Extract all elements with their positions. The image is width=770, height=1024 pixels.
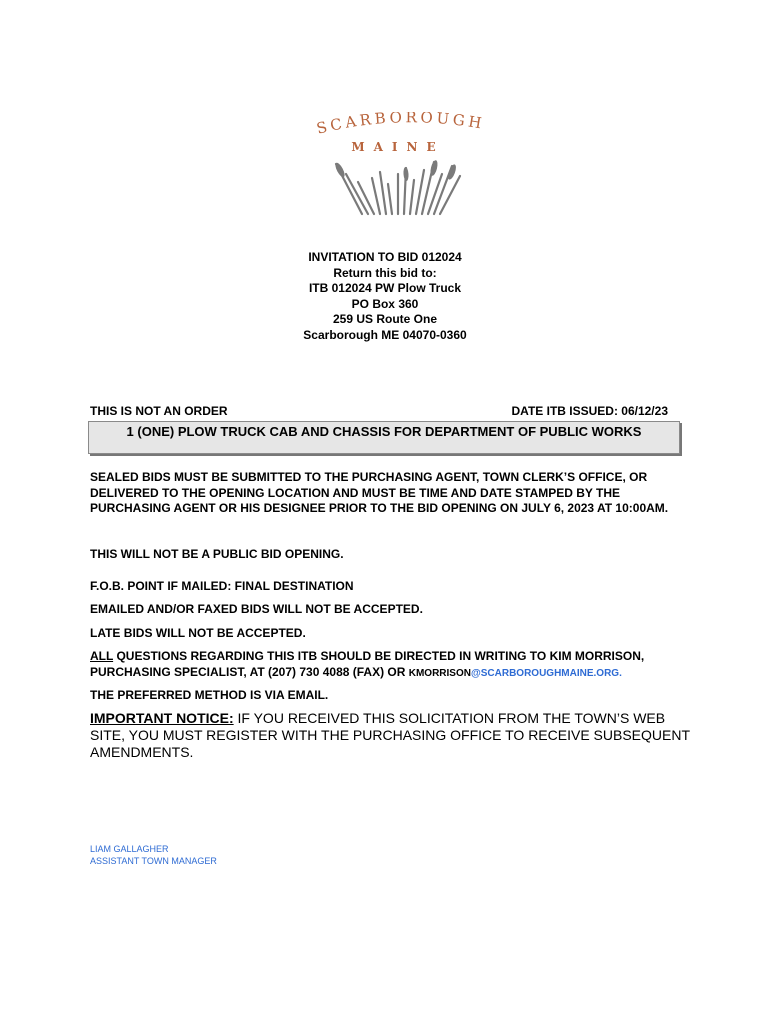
emailed-bids-paragraph: EMAILED AND/OR FAXED BIDS WILL NOT BE ACCEPTED. [90, 602, 423, 616]
cattail-reeds-icon [328, 154, 468, 216]
header-line-itb: INVITATION TO BID 012024 [308, 250, 462, 264]
signature-block [90, 844, 217, 867]
important-notice-label: IMPORTANT NOTICE: [90, 710, 234, 726]
sealed-bids-paragraph: SEALED BIDS MUST BE SUBMITTED TO THE PURCHASING AGENT, TOWN CLERK’S OFFICE, OR DELIVERED TO THE OPENING LOCATION AND MUST BE TIME AND DATE STAMPED BY THE PURCHASING AGENT OR HIS DESIGNEE PRIOR TO THE BID OPENING ON JULY 6, 2023 AT 10:00AM. [90, 470, 669, 516]
late-bids-paragraph: LATE BIDS WILL NOT BE ACCEPTED. [90, 626, 306, 640]
svg-text:SCARBOROUGH [315, 112, 487, 138]
bid-title: 1 (ONE) PLOW TRUCK CAB AND CHASSIS FOR DEPARTMENT OF PUBLIC WORKS [126, 424, 642, 439]
header-line-return: Return this bid to: [333, 265, 437, 280]
questions-all-word: ALL [90, 649, 114, 663]
header-line-pobox: PO Box 360 [351, 296, 419, 311]
header-line-street: 259 US Route One [332, 312, 438, 327]
questions-text: QUESTIONS REGARDING THIS ITB SHOULD BE DIRECTED IN WRITING TO KIM MORRISON, PURCHASING SPECIALIST, AT (207) 730 4088 (FAX) OR [90, 649, 645, 679]
bid-title-box [88, 421, 680, 454]
questions-paragraph [90, 649, 690, 681]
scarborough-logo [300, 112, 490, 222]
signer-name: LIAM GALLAGHER [90, 844, 169, 854]
signer-title: ASSISTANT TOWN MANAGER [90, 855, 217, 866]
logo-bottom-text: MAINE [351, 140, 445, 154]
email-domain-link[interactable]: @SCARBOROUGHMAINE.ORG. [470, 667, 622, 679]
fob-paragraph: F.O.B. POINT IF MAILED: FINAL DESTINATION [90, 579, 354, 593]
not-an-order-label: THIS IS NOT AN ORDER [90, 404, 228, 418]
logo-top-text: SCARBOROUGH [314, 112, 487, 138]
email-user: KMORRISON [408, 667, 471, 679]
logo-wordmark [300, 112, 490, 142]
preferred-method-paragraph: THE PREFERRED METHOD IS VIA EMAIL. [90, 688, 329, 702]
bid-header [0, 250, 770, 344]
important-notice [90, 710, 690, 761]
header-line-city: Scarborough ME 04070-0360 [303, 327, 467, 342]
header-line-subject: ITB 012024 PW Plow Truck [308, 281, 462, 296]
public-opening-paragraph: THIS WILL NOT BE A PUBLIC BID OPENING. [90, 547, 344, 561]
date-issued-label: DATE ITB ISSUED: 06/12/23 [511, 404, 668, 418]
important-notice-text: IF YOU RECEIVED THIS SOLICITATION FROM THE TOWN’S WEB SITE, YOU MUST REGISTER WITH THE PURCHASING OFFICE TO RECEIVE SUBSEQUENT AMENDMENTS. [90, 710, 690, 760]
